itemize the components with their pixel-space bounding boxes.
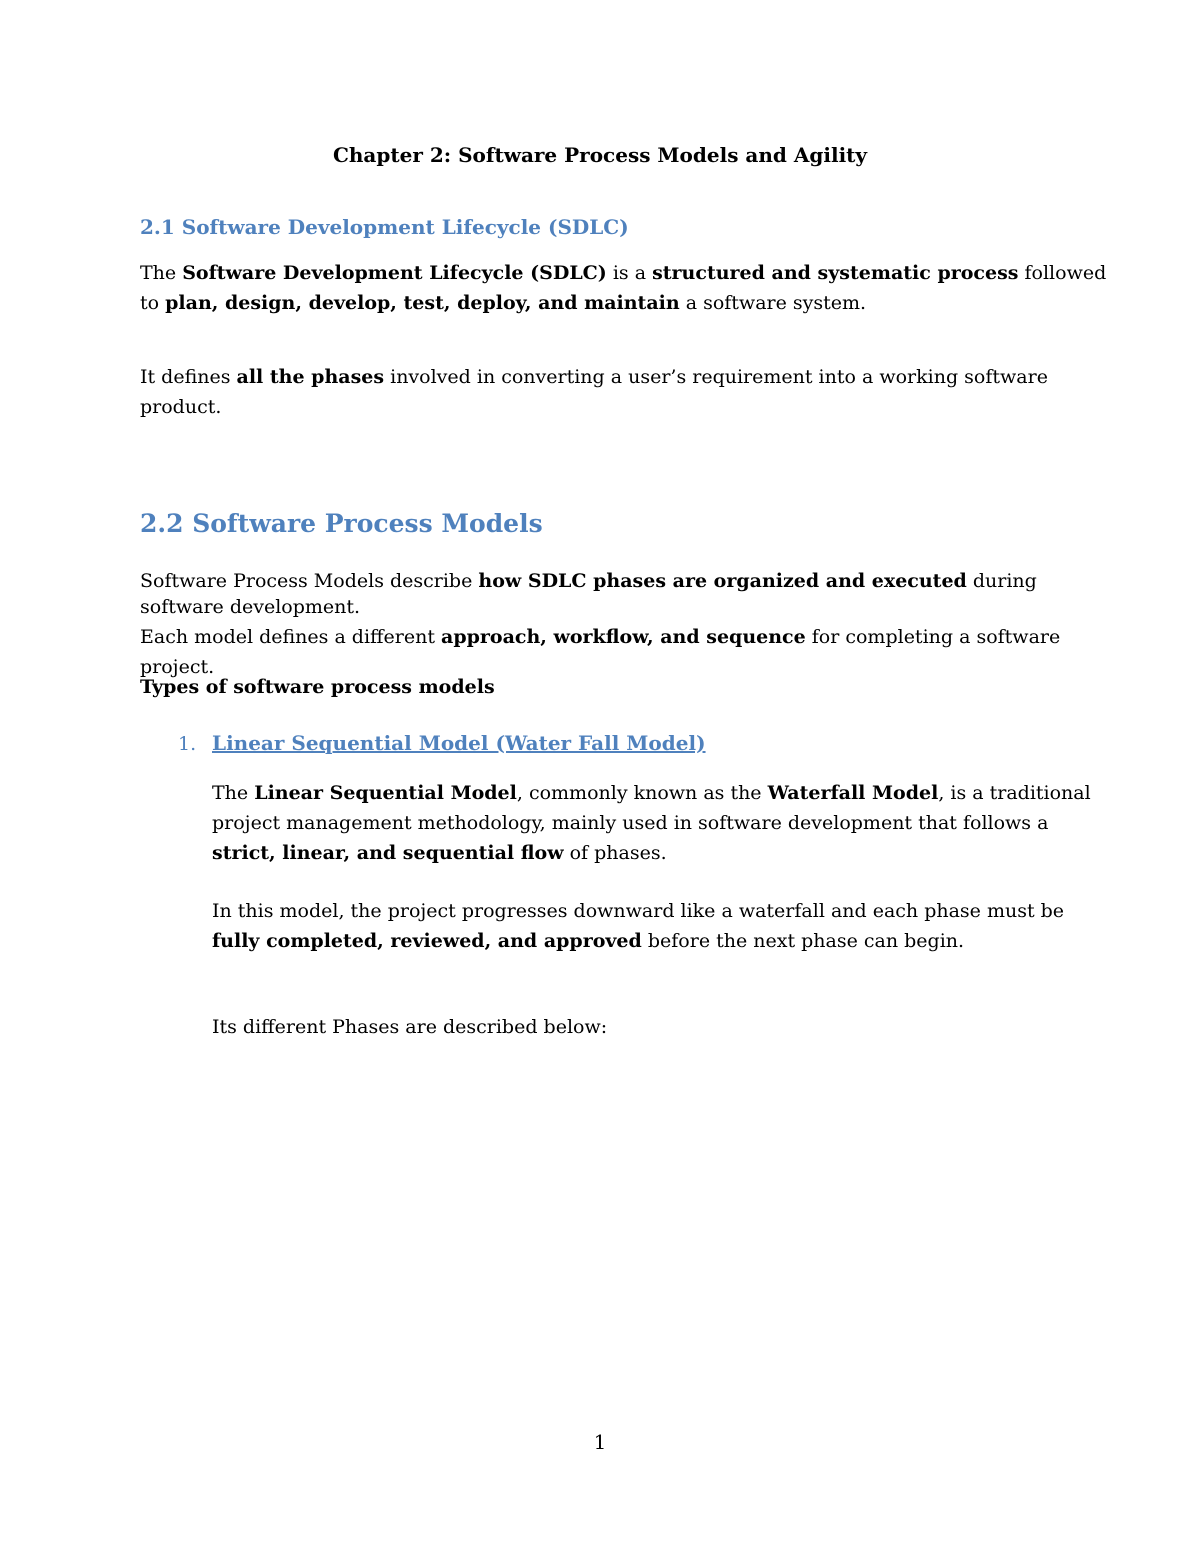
sdlc-definition-paragraph: The Software Development Lifecycle (SDLC) is a structured and systematic process followed to plan, design, develop, test, deploy, and maintain a software system. (140, 262, 1107, 314)
process-models-paragraph: Software Process Models describe how SDLC phases are organized and executed during software development. (140, 570, 1037, 618)
chapter-title: Chapter 2: Software Process Models and Agility (332, 143, 868, 167)
section-2-2-heading: 2.2 Software Process Models (140, 509, 543, 538)
types-heading: Types of software process models (140, 676, 495, 698)
sdlc-phases-paragraph: It defines all the phases involved in converting a user’s requirement into a working software product. (140, 366, 1048, 418)
waterfall-progress-paragraph: In this model, the project progresses downward like a waterfall and each phase must be fully completed, reviewed, and approved before the next phase can begin. (212, 900, 1065, 952)
page-number: 1 (593, 1430, 607, 1454)
list-number: 1. (178, 733, 197, 755)
waterfall-definition-paragraph: The Linear Sequential Model, commonly known as the Waterfall Model, is a traditional project management methodology, mainly used in software development that follows a strict, linear, and sequential flow of phases. (212, 782, 1091, 864)
section-2-1-heading: 2.1 Software Development Lifecycle (SDLC) (140, 215, 629, 239)
waterfall-model-heading: Linear Sequential Model (Water Fall Model) (212, 731, 706, 755)
phases-intro-paragraph: Its different Phases are described below: (212, 1016, 608, 1038)
model-approach-paragraph: Each model defines a different approach, workflow, and sequence for completing a software project. (140, 626, 1061, 678)
